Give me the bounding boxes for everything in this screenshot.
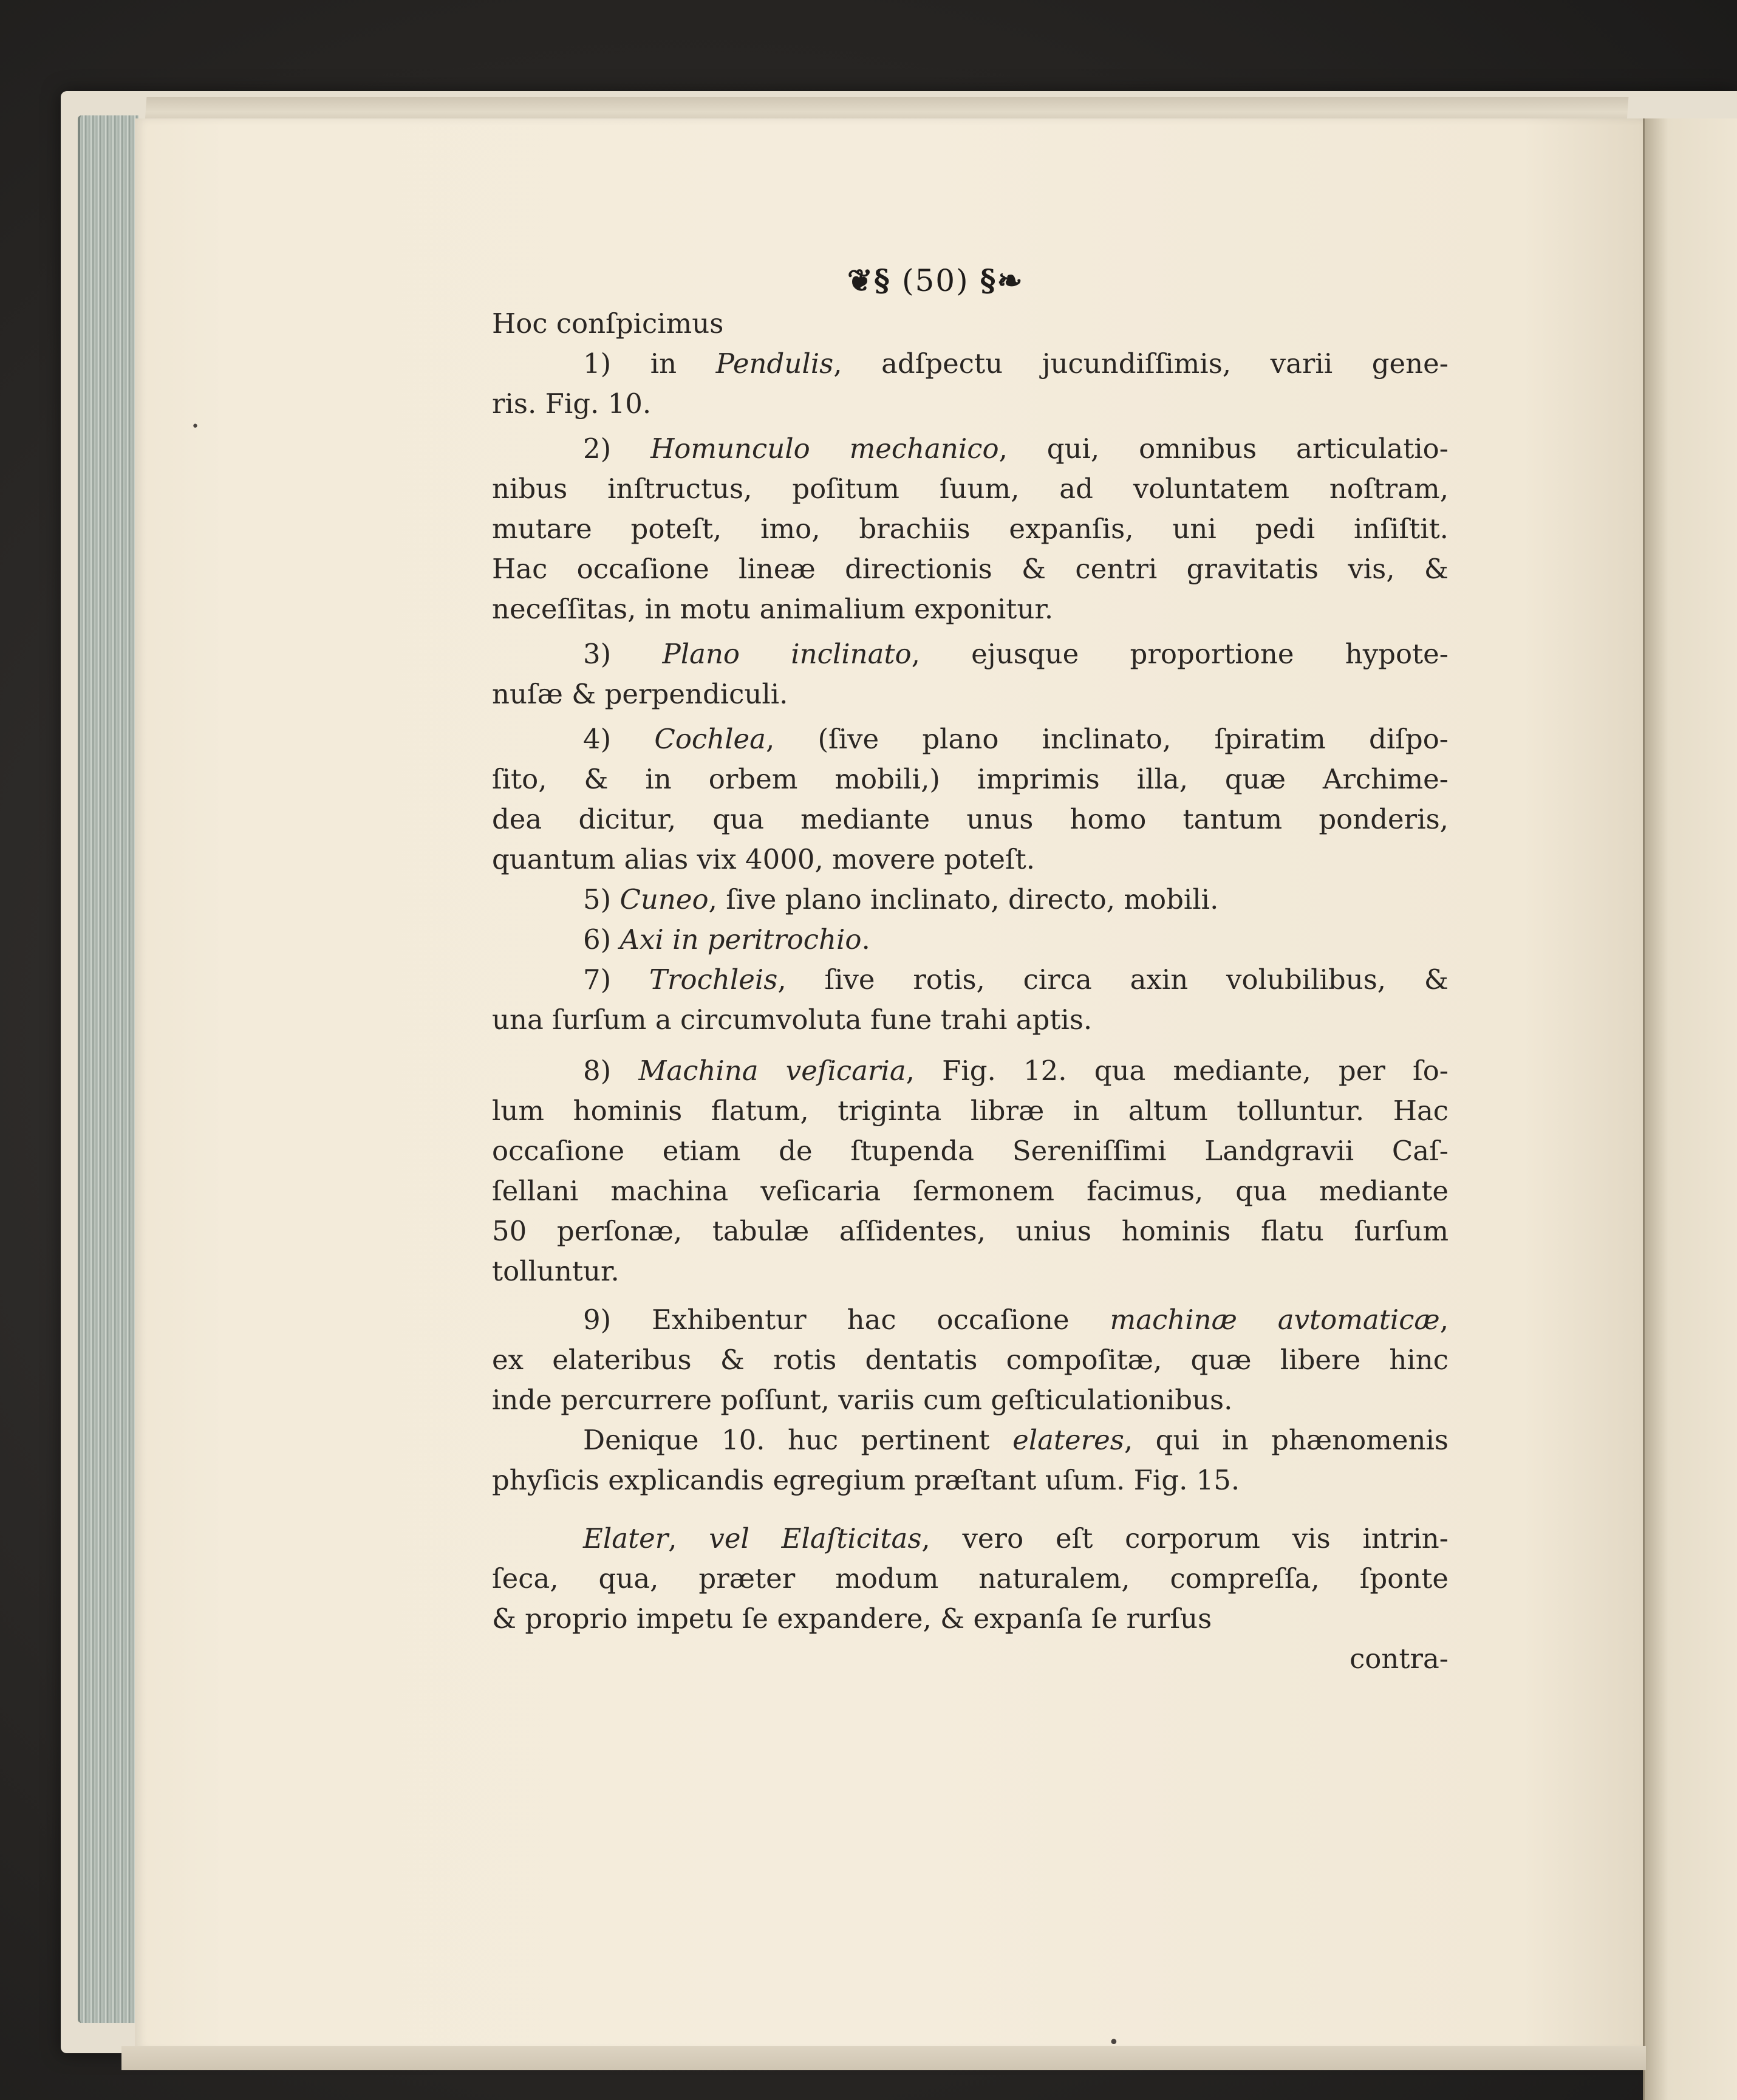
numbered-item xyxy=(492,960,1449,1040)
text-line: tolluntur. xyxy=(492,1255,619,1287)
text-line: inde percurrere poſſunt, variis cum geſticulationibus. xyxy=(492,1384,1233,1416)
ink-speck: • xyxy=(191,419,199,434)
text-line: 6) Axi in peritrochio. xyxy=(583,923,870,956)
intro-line xyxy=(492,304,1449,344)
numbered-item xyxy=(492,344,1449,424)
text-line: phyſicis explicandis egregium præſtant uſum. Fig. 15. xyxy=(492,1464,1240,1496)
italic-term: Axi in peritrochio xyxy=(619,923,862,956)
text-line: Elater, vel Elaſticitas, vero eſt corporum vis intrin- xyxy=(583,1522,1449,1554)
catchword: contra- xyxy=(1350,1643,1449,1675)
italic-term: Homunculo mechanico xyxy=(650,433,999,465)
text-line: ſellani machina veſicaria ſermonem facimus, qua mediante xyxy=(492,1175,1449,1207)
text-line: una ſurſum a circumvoluta fune trahi aptis. xyxy=(492,1004,1093,1036)
text-line: nuſæ & perpendiculi. xyxy=(492,678,788,710)
text-line: 9) Exhibentur hac occaſione machinæ avtomaticæ, xyxy=(583,1304,1449,1336)
italic-term: Cochlea xyxy=(654,723,766,755)
page-edges xyxy=(78,115,138,2023)
text-line: lum hominis flatum, triginta libræ in altum tolluntur. Hac xyxy=(492,1095,1449,1127)
text-line: neceſſitas, in motu animalium exponitur. xyxy=(492,593,1054,625)
text-line: 50 perſonæ, tabulæ aſſidentes, unius hominis flatu ſurſum xyxy=(492,1215,1449,1247)
numbered-item xyxy=(492,1300,1449,1420)
text-line: Denique 10. huc pertinent elateres, qui in phænomenis xyxy=(583,1424,1449,1456)
italic-term: Elater xyxy=(583,1522,669,1554)
italic-term: vel Elaſticitas xyxy=(709,1522,922,1554)
text-line: 3) Plano inclinato, ejusque proportione hypote- xyxy=(583,638,1449,670)
numbered-item xyxy=(492,880,1449,920)
italic-term: Plano inclinato xyxy=(662,638,912,670)
numbered-item xyxy=(492,1051,1449,1291)
italic-term: elateres xyxy=(1012,1424,1124,1456)
page-number: (50) xyxy=(901,263,969,298)
text-line: ſito, & in orbem mobili,) imprimis illa, quæ Archime- xyxy=(492,763,1449,795)
italic-term: Pendulis xyxy=(715,347,834,380)
text-line: dea dicitur, qua mediante unus homo tantum ponderis, xyxy=(492,803,1449,835)
italic-term: Cuneo xyxy=(619,883,709,915)
numbered-item xyxy=(492,920,1449,960)
text-line: ex elateribus & rotis dentatis compoſitæ, quæ libere hinc xyxy=(492,1344,1449,1376)
text-line: 2) Homunculo mechanico, qui, omnibus articulatio- xyxy=(583,433,1449,465)
text-line: quantum alias vix 4000, movere poteſt. xyxy=(492,843,1036,875)
text-line: & proprio impetu ſe expandere, & expanſa ſe rurſus xyxy=(492,1602,1212,1635)
text-line: 7) Trochleis, ſive rotis, circa axin volubilibus, & xyxy=(583,963,1449,996)
item-list xyxy=(492,344,1449,1500)
header-ornament-right: §❧ xyxy=(980,262,1024,298)
text-line: 8) Machina veſicaria, Fig. 12. qua mediante, per ſo- xyxy=(583,1055,1449,1087)
text-line: 4) Cochlea, (ſive plano inclinato, ſpiratim diſpo- xyxy=(583,723,1449,755)
text-line: occaſione etiam de ſtupenda Sereniſſimi Landgravii Caſ- xyxy=(492,1135,1449,1167)
numbered-item xyxy=(492,719,1449,880)
closing-paragraph xyxy=(492,1519,1449,1639)
italic-term: Machina veſicaria xyxy=(638,1055,906,1087)
numbered-item xyxy=(492,429,1449,629)
intro-text: Hoc conſpicimus xyxy=(492,307,724,340)
ink-speck: • xyxy=(1108,2032,1119,2053)
italic-term: Trochleis xyxy=(649,963,778,996)
header-ornament-left: ❦§ xyxy=(847,262,892,298)
numbered-item xyxy=(492,634,1449,714)
text-line: Hac occaſione lineæ directionis & centri gravitatis vis, & xyxy=(492,553,1449,585)
text-line: mutare poteſt, imo, brachiis expanſis, uni pedi inſiſtit. xyxy=(492,513,1449,545)
text-line: ſeca, qua, præter modum naturalem, compreſſa, ſponte xyxy=(492,1562,1449,1595)
book-bottom-edge xyxy=(121,2046,1646,2070)
closing-text xyxy=(492,1519,1449,1639)
text-line: nibus inſtructus, poſitum ſuum, ad voluntatem noſtram, xyxy=(492,473,1449,505)
page-body xyxy=(492,261,1449,1679)
book-top-edge xyxy=(145,97,1629,121)
text-line: 1) in Pendulis, adſpectu jucundiſſimis, varii gene- xyxy=(583,347,1449,380)
facing-page-edge xyxy=(1643,118,1737,2100)
text-line: ris. Fig. 10. xyxy=(492,388,652,420)
text-line: 5) Cuneo, ſive plano inclinato, directo, mobili. xyxy=(583,883,1219,915)
numbered-item xyxy=(492,1420,1449,1500)
italic-term: machinæ avtomaticæ xyxy=(1110,1304,1440,1336)
